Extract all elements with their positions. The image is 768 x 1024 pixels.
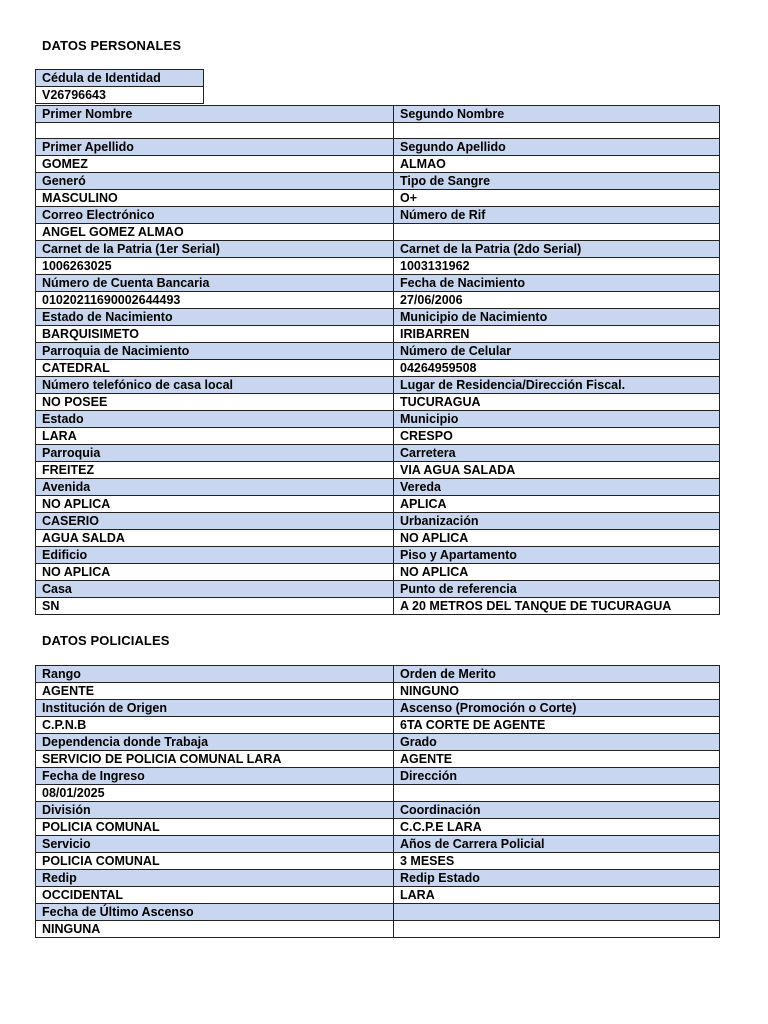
field-value: OCCIDENTAL bbox=[36, 887, 394, 904]
table-row bbox=[36, 462, 720, 479]
personal-data-table bbox=[35, 105, 720, 615]
cedula-value: V26796643 bbox=[36, 87, 204, 104]
table-header-row bbox=[36, 343, 720, 360]
field-value: AGENTE bbox=[394, 751, 720, 768]
field-value: POLICIA COMUNAL bbox=[36, 853, 394, 870]
field-label: Número de Celular bbox=[394, 343, 720, 360]
field-label: Dirección bbox=[394, 768, 720, 785]
field-label: Número de Rif bbox=[394, 207, 720, 224]
field-value: AGENTE bbox=[36, 683, 394, 700]
field-label: Primer Apellido bbox=[36, 139, 394, 156]
field-value: SN bbox=[36, 598, 394, 615]
table-row bbox=[36, 496, 720, 513]
field-value bbox=[394, 785, 720, 802]
field-value: O+ bbox=[394, 190, 720, 207]
table-header-row bbox=[36, 106, 720, 123]
table-row bbox=[36, 428, 720, 445]
field-value: 6TA CORTE DE AGENTE bbox=[394, 717, 720, 734]
field-value: FREITEZ bbox=[36, 462, 394, 479]
field-value: 27/06/2006 bbox=[394, 292, 720, 309]
field-label: Fecha de Ingreso bbox=[36, 768, 394, 785]
table-row bbox=[36, 123, 720, 139]
field-label: Fecha de Último Ascenso bbox=[36, 904, 394, 921]
field-label: Años de Carrera Policial bbox=[394, 836, 720, 853]
field-value: CATEDRAL bbox=[36, 360, 394, 377]
field-label: Parroquia de Nacimiento bbox=[36, 343, 394, 360]
table-header-row bbox=[36, 207, 720, 224]
field-value: APLICA bbox=[394, 496, 720, 513]
field-value: NO APLICA bbox=[36, 496, 394, 513]
field-value: NO POSEE bbox=[36, 394, 394, 411]
field-value bbox=[36, 123, 394, 139]
field-value: NO APLICA bbox=[36, 564, 394, 581]
field-value: 04264959508 bbox=[394, 360, 720, 377]
table-row bbox=[36, 292, 720, 309]
table-header-row bbox=[36, 700, 720, 717]
police-data-table bbox=[35, 665, 720, 938]
field-label: Parroquia bbox=[36, 445, 394, 462]
field-label: Carnet de la Patria (2do Serial) bbox=[394, 241, 720, 258]
section-title-personal: DATOS PERSONALES bbox=[42, 38, 182, 53]
table-header-row bbox=[36, 139, 720, 156]
field-label: Servicio bbox=[36, 836, 394, 853]
field-value: 01020211690002644493 bbox=[36, 292, 394, 309]
table-row bbox=[36, 887, 720, 904]
table-header-row bbox=[36, 479, 720, 496]
table-row bbox=[36, 717, 720, 734]
table-row bbox=[36, 564, 720, 581]
field-value: NINGUNO bbox=[394, 683, 720, 700]
field-value bbox=[394, 224, 720, 241]
table-row bbox=[36, 819, 720, 836]
table-header-row bbox=[36, 904, 720, 921]
table-row bbox=[36, 87, 204, 104]
field-value: BARQUISIMETO bbox=[36, 326, 394, 343]
field-value: 1003131962 bbox=[394, 258, 720, 275]
field-label bbox=[394, 904, 720, 921]
field-label: Casa bbox=[36, 581, 394, 598]
field-label: Orden de Merito bbox=[394, 666, 720, 683]
cedula-label: Cédula de Identidad bbox=[36, 70, 204, 87]
table-row bbox=[36, 751, 720, 768]
field-label: Generó bbox=[36, 173, 394, 190]
field-value: AGUA SALDA bbox=[36, 530, 394, 547]
field-label: Coordinación bbox=[394, 802, 720, 819]
field-label: Redip Estado bbox=[394, 870, 720, 887]
field-value: LARA bbox=[36, 428, 394, 445]
field-value: CRESPO bbox=[394, 428, 720, 445]
table-header-row bbox=[36, 445, 720, 462]
field-label: Redip bbox=[36, 870, 394, 887]
field-value: MASCULINO bbox=[36, 190, 394, 207]
field-value: C.C.P.E LARA bbox=[394, 819, 720, 836]
field-label: Vereda bbox=[394, 479, 720, 496]
field-label: Número de Cuenta Bancaria bbox=[36, 275, 394, 292]
table-header-row bbox=[36, 547, 720, 564]
table-header-row bbox=[36, 802, 720, 819]
field-label: Estado de Nacimiento bbox=[36, 309, 394, 326]
table-header-row bbox=[36, 581, 720, 598]
field-label: Lugar de Residencia/Dirección Fiscal. bbox=[394, 377, 720, 394]
field-label: Segundo Nombre bbox=[394, 106, 720, 123]
field-value: 08/01/2025 bbox=[36, 785, 394, 802]
table-header-row bbox=[36, 411, 720, 428]
table-header-row bbox=[36, 870, 720, 887]
cedula-table bbox=[35, 69, 204, 104]
field-label: Piso y Apartamento bbox=[394, 547, 720, 564]
field-label: Correo Electrónico bbox=[36, 207, 394, 224]
table-row bbox=[36, 360, 720, 377]
field-label: Institución de Origen bbox=[36, 700, 394, 717]
section-title-police: DATOS POLICIALES bbox=[42, 633, 170, 648]
table-row bbox=[36, 156, 720, 173]
field-label: Estado bbox=[36, 411, 394, 428]
field-label: Grado bbox=[394, 734, 720, 751]
field-label: Municipio de Nacimiento bbox=[394, 309, 720, 326]
field-label: Rango bbox=[36, 666, 394, 683]
field-value: GOMEZ bbox=[36, 156, 394, 173]
field-label: Carnet de la Patria (1er Serial) bbox=[36, 241, 394, 258]
table-header-row bbox=[36, 241, 720, 258]
table-header-row bbox=[36, 513, 720, 530]
table-header-row bbox=[36, 173, 720, 190]
table-row bbox=[36, 70, 204, 87]
field-label: Tipo de Sangre bbox=[394, 173, 720, 190]
field-label: Ascenso (Promoción o Corte) bbox=[394, 700, 720, 717]
field-label: Fecha de Nacimiento bbox=[394, 275, 720, 292]
field-value: SERVICIO DE POLICIA COMUNAL LARA bbox=[36, 751, 394, 768]
field-label: Edificio bbox=[36, 547, 394, 564]
field-value: NO APLICA bbox=[394, 564, 720, 581]
field-value: LARA bbox=[394, 887, 720, 904]
field-label: Avenida bbox=[36, 479, 394, 496]
field-value: TUCURAGUA bbox=[394, 394, 720, 411]
field-value: ANGEL GOMEZ ALMAO bbox=[36, 224, 394, 241]
field-value bbox=[394, 921, 720, 938]
table-header-row bbox=[36, 275, 720, 292]
field-label: Dependencia donde Trabaja bbox=[36, 734, 394, 751]
table-header-row bbox=[36, 377, 720, 394]
field-label: Segundo Apellido bbox=[394, 139, 720, 156]
field-label: Primer Nombre bbox=[36, 106, 394, 123]
table-row bbox=[36, 853, 720, 870]
table-header-row bbox=[36, 309, 720, 326]
field-value: VIA AGUA SALADA bbox=[394, 462, 720, 479]
table-row bbox=[36, 530, 720, 547]
field-label: Punto de referencia bbox=[394, 581, 720, 598]
field-value: POLICIA COMUNAL bbox=[36, 819, 394, 836]
table-header-row bbox=[36, 734, 720, 751]
field-value: A 20 METROS DEL TANQUE DE TUCURAGUA bbox=[394, 598, 720, 615]
field-value: NO APLICA bbox=[394, 530, 720, 547]
table-header-row bbox=[36, 666, 720, 683]
table-row bbox=[36, 598, 720, 615]
field-value: C.P.N.B bbox=[36, 717, 394, 734]
field-value: IRIBARREN bbox=[394, 326, 720, 343]
field-label: Carretera bbox=[394, 445, 720, 462]
field-label: CASERIO bbox=[36, 513, 394, 530]
table-header-row bbox=[36, 768, 720, 785]
field-value: NINGUNA bbox=[36, 921, 394, 938]
field-value bbox=[394, 123, 720, 139]
table-row bbox=[36, 326, 720, 343]
table-row bbox=[36, 921, 720, 938]
field-label: Urbanización bbox=[394, 513, 720, 530]
field-value: 3 MESES bbox=[394, 853, 720, 870]
field-value: 1006263025 bbox=[36, 258, 394, 275]
table-row bbox=[36, 258, 720, 275]
table-row bbox=[36, 683, 720, 700]
table-row bbox=[36, 224, 720, 241]
field-value: ALMAO bbox=[394, 156, 720, 173]
table-row bbox=[36, 394, 720, 411]
field-label: Número telefónico de casa local bbox=[36, 377, 394, 394]
table-row bbox=[36, 190, 720, 207]
table-row bbox=[36, 785, 720, 802]
field-label: Municipio bbox=[394, 411, 720, 428]
field-label: División bbox=[36, 802, 394, 819]
table-header-row bbox=[36, 836, 720, 853]
